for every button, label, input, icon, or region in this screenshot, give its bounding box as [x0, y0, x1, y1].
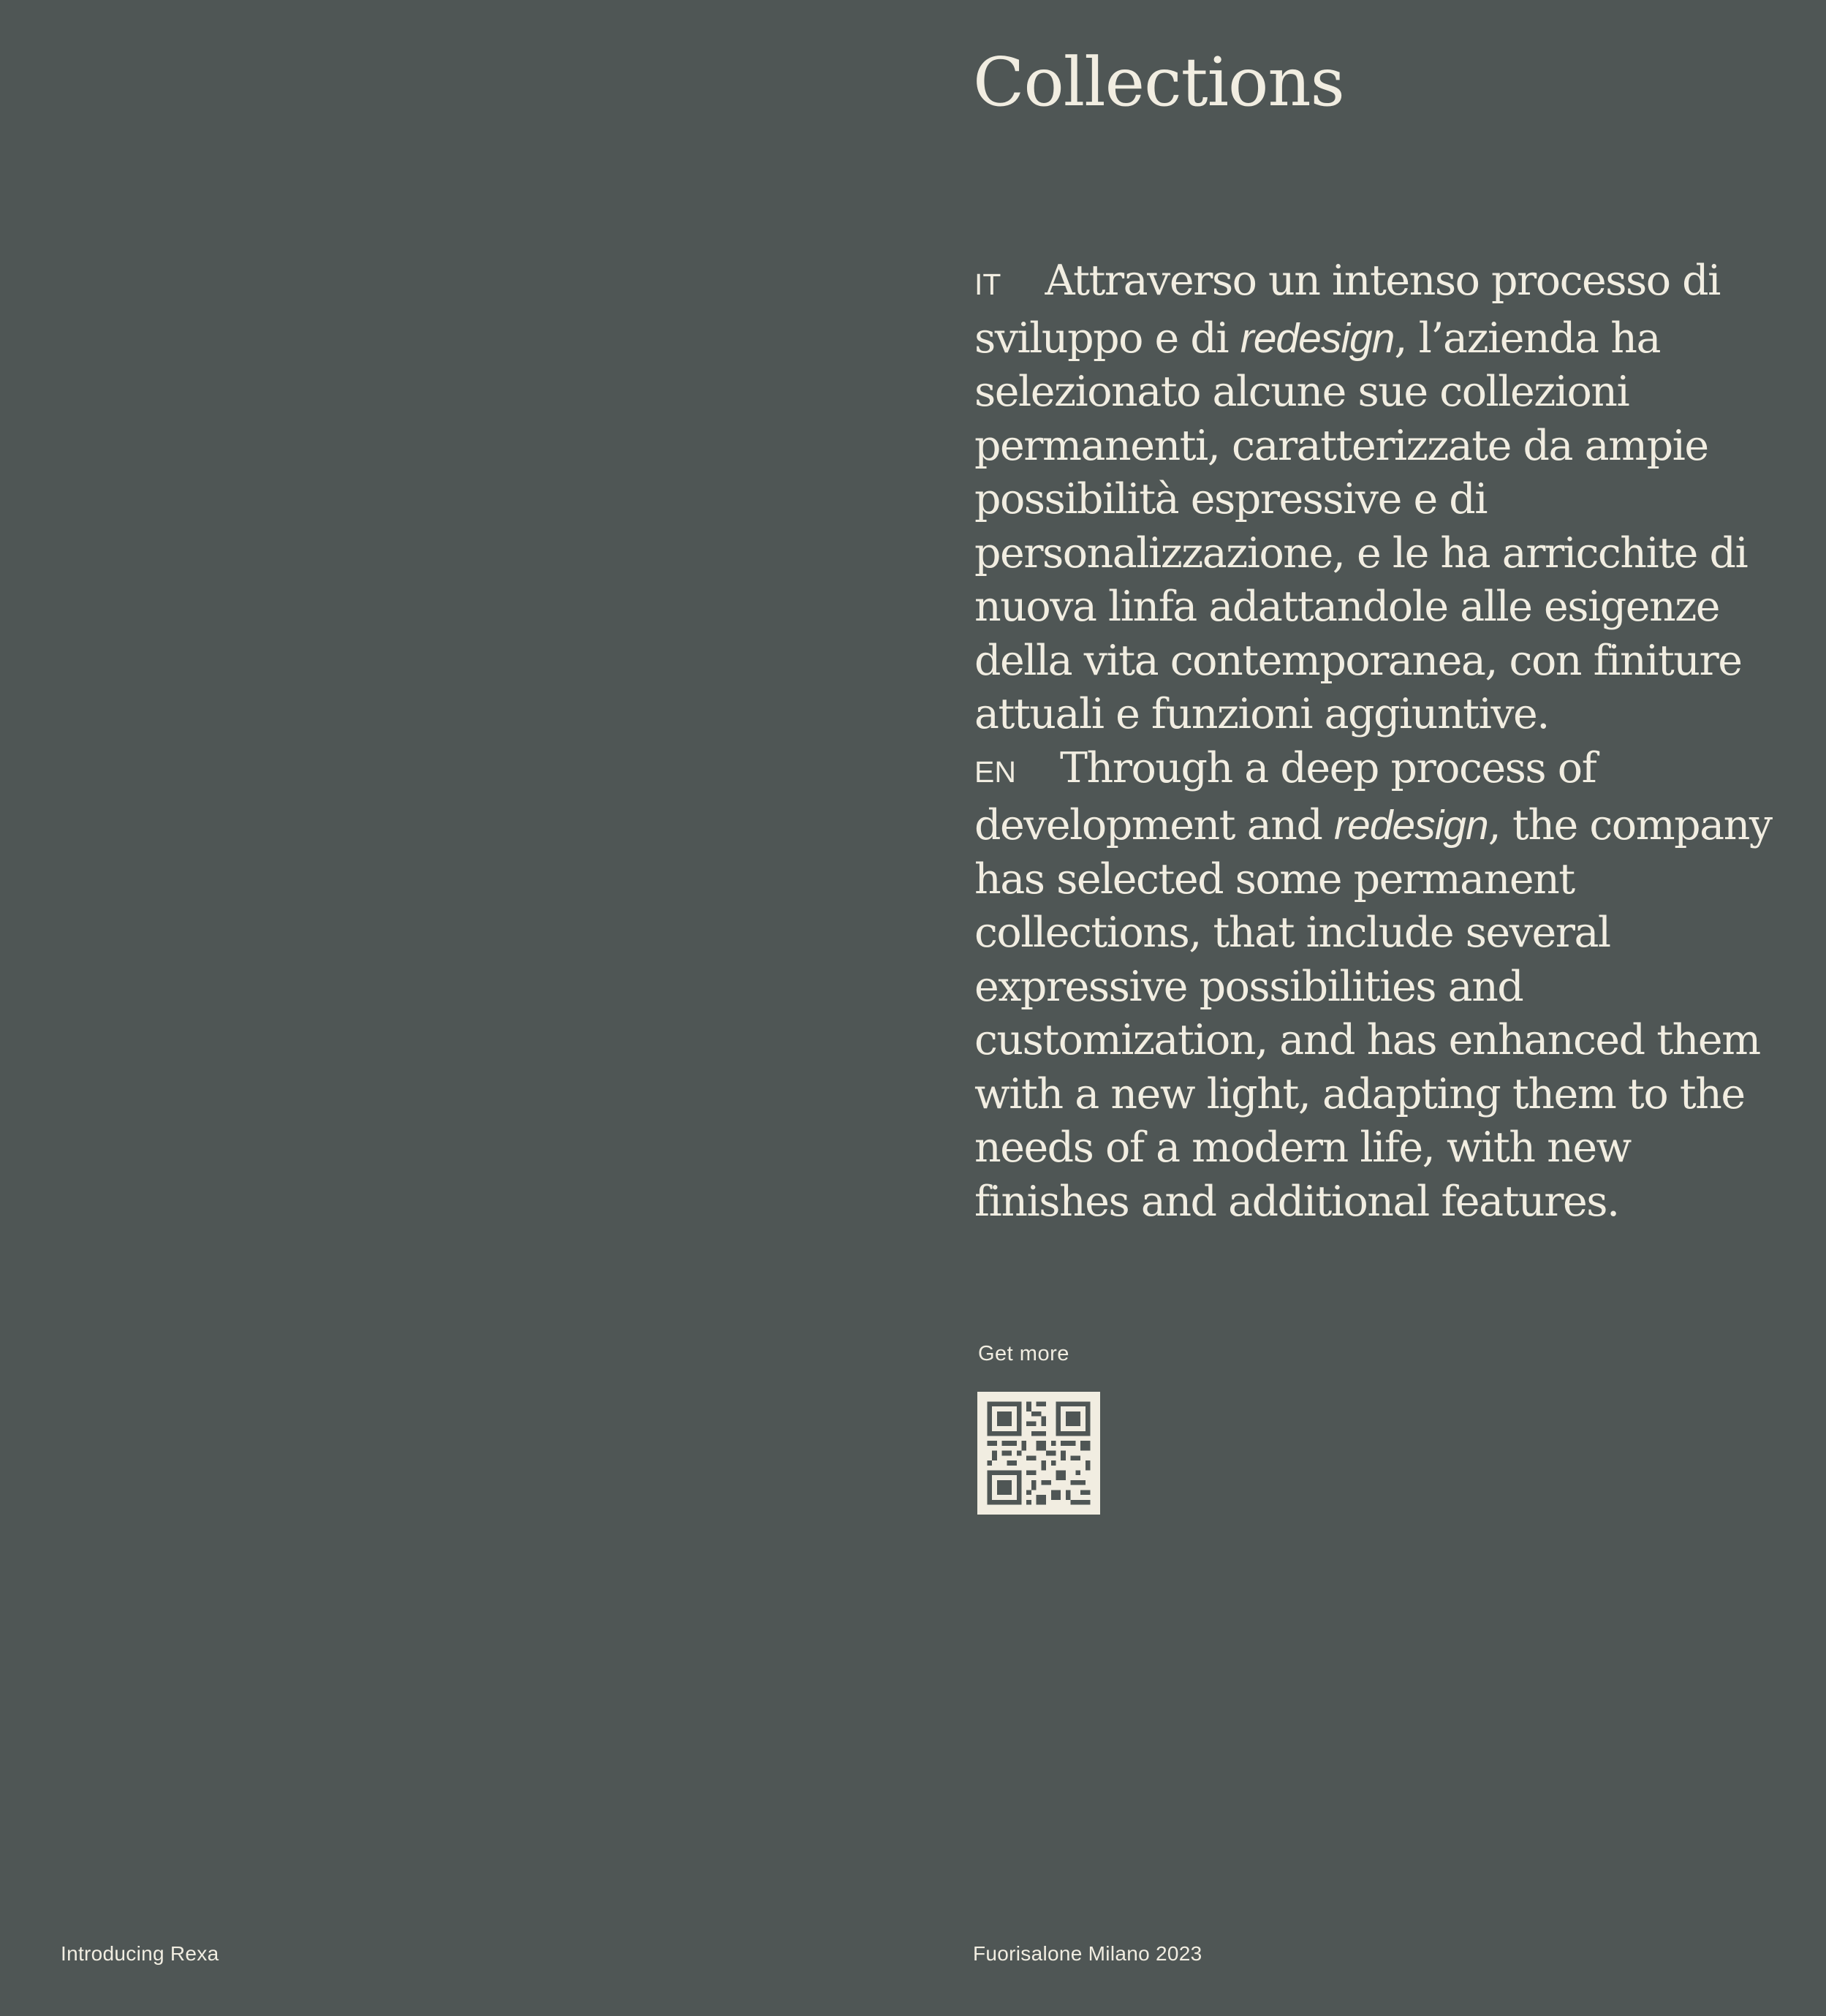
language-label-it: IT [974, 268, 1001, 301]
italian-text-emphasis: redesign [1240, 314, 1395, 362]
english-paragraph [974, 742, 1793, 1229]
footer-right-text: Fuorisalone Milano 2023 [973, 1942, 1202, 1965]
english-text-end: , the company has selected some permanent collections, that include several expressive possibilities and customization, and has enhanced them with a new light, adapting them to the needs of a modern life, with new finishes and additional features. [974, 801, 1772, 1226]
language-label-en: EN [974, 754, 1016, 789]
qr-code-icon[interactable] [977, 1392, 1100, 1515]
italian-text-start: Attraverso un intenso processo di sviluppo e di [974, 257, 1720, 363]
get-more-label: Get more [978, 1342, 1069, 1365]
english-text-emphasis: redesign [1334, 802, 1488, 849]
footer-left-text: Introducing Rexa [61, 1942, 219, 1965]
collections-description [974, 254, 1793, 1229]
italian-text-end: , l’azienda ha selezionato alcune sue collezioni permanenti, caratterizzate da ampie possibilità espressive e di personalizzazione, e le ha arricchite di nuova linfa adattandole alle esigenze della vita contemporanea, con finiture attuali e funzioni aggiuntive. [974, 314, 1748, 738]
italian-paragraph [974, 254, 1793, 742]
english-text-start: Through a deep process of development and [974, 743, 1596, 849]
page-title: Collections [973, 43, 1344, 121]
